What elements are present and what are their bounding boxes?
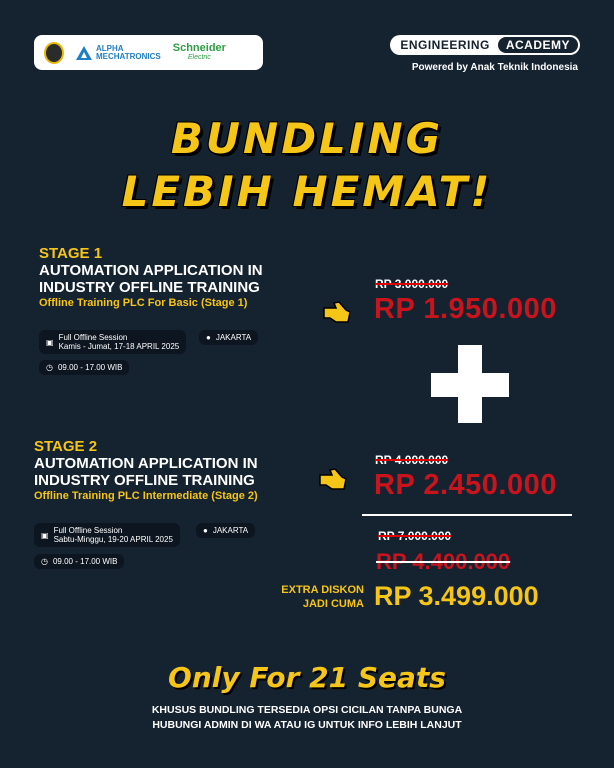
engineering-academy-badge — [390, 35, 580, 55]
stage-1-title-line-1: AUTOMATION APPLICATION IN — [39, 262, 263, 279]
stage-2-info — [34, 438, 258, 502]
stage-2-old-price: RP 4.000.000 — [375, 453, 449, 467]
stage-2-session-chip — [34, 523, 180, 547]
stage-2-session-type: Full Offline Session — [53, 526, 123, 535]
stage-2-subtitle: Offline Training PLC Intermediate (Stage 2) — [34, 490, 258, 502]
footer-note-line-1: KHUSUS BUNDLING TERSEDIA OPSI CICILAN TANPA BUNGA — [151, 704, 463, 716]
stage-1-session-chip — [39, 330, 186, 354]
schneider-logo-sub: Electric — [187, 53, 211, 61]
calendar-icon: ▣ — [41, 530, 49, 540]
pointing-hand-icon — [318, 467, 348, 491]
stage-2-time-chip — [34, 554, 124, 569]
badge-left-text: ENGINEERING — [400, 38, 490, 52]
alpha-logo-text: ALPHA MECHATRONICS — [96, 43, 161, 61]
stage-1-time: 09.00 - 17.00 WIB — [57, 363, 123, 372]
extra-discount-line-1: EXTRA DISKON — [281, 584, 364, 596]
badge-right-text: ACADEMY — [498, 37, 578, 53]
bundle-final-price: RP 3.499.000 — [374, 581, 539, 611]
stage-1-new-price: RP 1.950.000 — [374, 293, 557, 325]
schneider-logo — [173, 43, 226, 63]
powered-by-text: Powered by Anak Teknik Indonesia — [411, 62, 578, 73]
stage-2-title-line-2: INDUSTRY OFFLINE TRAINING — [34, 472, 255, 489]
stage-1-time-chip — [39, 360, 129, 375]
price-divider — [362, 514, 572, 516]
stage-2-new-price: RP 2.450.000 — [374, 469, 557, 501]
stage-2-location-chip — [196, 523, 255, 538]
footer-note-line-2: HUBUNGI ADMIN DI WA ATAU IG UNTUK INFO LEBIH LANJUT — [152, 719, 462, 731]
partner-logos — [34, 35, 263, 70]
schneider-logo-text: Schneider — [172, 41, 226, 54]
stage-1-label: STAGE 1 — [39, 245, 103, 262]
stage-2-time: 09.00 - 17.00 WIB — [52, 557, 118, 566]
stage-1-subtitle: Offline Training PLC For Basic (Stage 1) — [39, 297, 248, 309]
location-pin-icon: ● — [203, 526, 208, 535]
stage-1-session-date: Kamis - Jumat, 17-18 APRIL 2025 — [58, 342, 180, 351]
stage-1-info — [39, 245, 263, 309]
stage-1-location-chip — [199, 330, 258, 345]
stage-1-location: JAKARTA — [215, 333, 252, 342]
bundle-mid-price: RP 4.400.000 — [376, 549, 511, 574]
anak-teknik-logo-icon — [44, 42, 64, 64]
stage-2-title-line-1: AUTOMATION APPLICATION IN — [34, 455, 258, 472]
calendar-icon: ▣ — [46, 337, 54, 347]
stage-1-session-type: Full Offline Session — [58, 333, 128, 342]
pointing-hand-icon — [322, 300, 352, 324]
alpha-mechatronics-logo — [76, 45, 161, 61]
extra-discount-line-2: JADI CUMA — [302, 598, 364, 610]
stage-2-label: STAGE 2 — [34, 438, 98, 455]
clock-icon: ◷ — [41, 557, 48, 566]
stage-1-title-line-2: INDUSTRY OFFLINE TRAINING — [39, 279, 260, 296]
stage-2-session-date: Sabtu-Minggu, 19-20 APRIL 2025 — [53, 535, 173, 544]
headline-line-1: BUNDLING — [170, 114, 444, 163]
extra-discount-label — [281, 583, 364, 611]
headline-line-2: LEBIH HEMAT! — [121, 167, 493, 216]
stage-1-old-price: RP 3.000.000 — [375, 277, 449, 291]
plus-icon-bar — [431, 373, 509, 397]
location-pin-icon: ● — [206, 333, 211, 342]
clock-icon: ◷ — [46, 363, 53, 372]
alpha-triangle-icon — [76, 46, 92, 60]
bundle-old-total: RP 7.000.000 — [378, 529, 452, 543]
seats-callout: Only For 21 Seats — [168, 661, 446, 694]
stage-2-location: JAKARTA — [212, 526, 249, 535]
